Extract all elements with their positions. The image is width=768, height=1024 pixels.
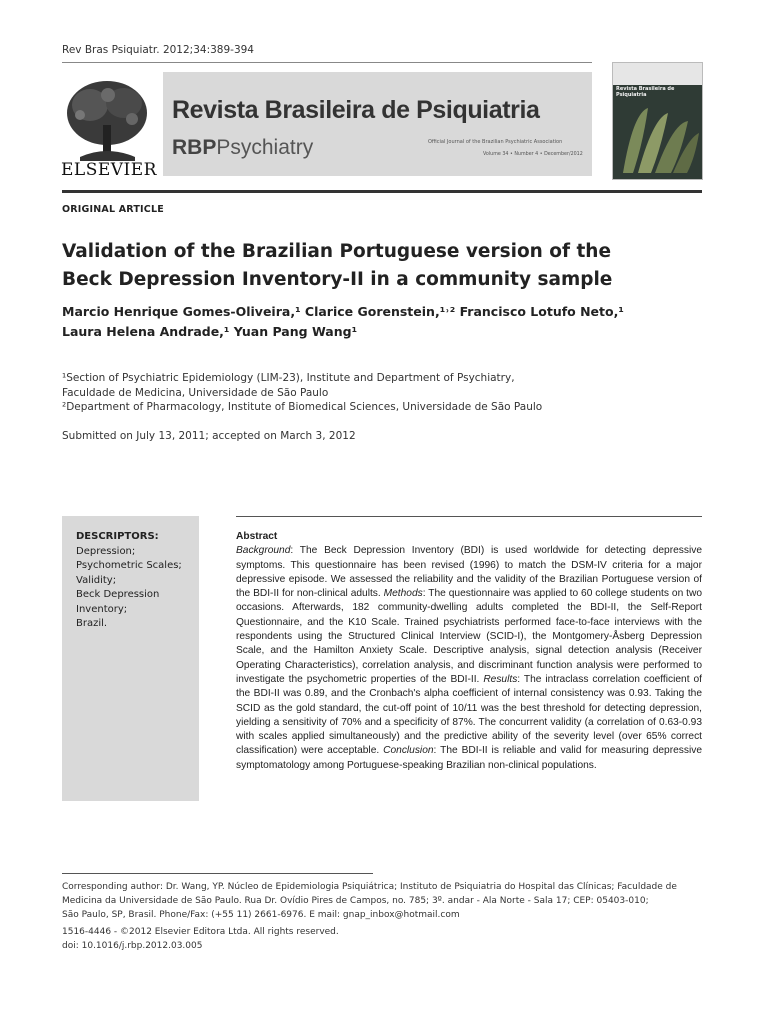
title-line-1: Validation of the Brazilian Portuguese version of the: [62, 241, 612, 262]
cover-title: Revista Brasileira de Psiquiatria: [616, 86, 675, 98]
abstract-heading: Abstract: [236, 531, 278, 542]
descriptor-item: Inventory;: [76, 603, 128, 615]
results-label: Results: [483, 673, 518, 685]
official-journal-note: Official Journal of the Brazilian Psychiatric Association: [428, 139, 563, 145]
citation: Rev Bras Psiquiatr. 2012;34:389-394: [62, 44, 254, 56]
rbp-bold: RBP: [172, 136, 217, 159]
authors-line-1: Marcio Henrique Gomes-Oliveira,¹ Clarice Gorenstein,¹˒² Francisco Lotufo Neto,¹: [62, 304, 624, 319]
copyright-line: 1516-4446 - ©2012 Elsevier Editora Ltda. All rights reserved.: [62, 927, 339, 937]
conclusion-text: : The BDI-II is reliable and valid for measuring depressive symptomatology among Portuguese-speaking Brazilian non-clinical populations.: [236, 745, 702, 771]
affiliation-line-2: Faculdade de Medicina, Universidade de São Paulo: [62, 386, 329, 399]
abstract: [236, 530, 702, 773]
corresponding-author: [62, 880, 702, 922]
article-title: [62, 238, 682, 294]
journal-short-name: [172, 136, 313, 160]
methods-label: Methods: [383, 588, 423, 600]
rbp-light: Psychiatry: [216, 136, 314, 159]
methods-text: : The questionnaire was applied to 60 college students on two occasions. Afterwards, 182 community-dwelling adults completed the BDI-II, the Self-Report Questionnaire, and the K10 Scale. Trained psychiatrists performed face-to-face interviews with the respondents using the Structured Clinical Interview (SCID-I), the Montgomery-Åsberg Depression Scale, and the Hamilton Anxiety Scale. Descriptive analysis, signal detection analysis (Receiver Operating Characteristics), correlation analysis, and discriminant function analysis were performed to investigate the psychometric properties of the BDI-II.: [236, 588, 702, 685]
corresponding-line-1: Corresponding author: Dr. Wang, YP. Núcleo de Epidemiologia Psiquiátrica; Instituto de Psiquiatria do Hospital das Clínicas; Faculdade de: [62, 882, 677, 892]
background-text: : The Beck Depression Inventory (BDI) is used worldwide for detecting depressive symptoms. This questionnaire has been revised (1996) to match the DSM-IV criteria for a major depressive episode. We assessed the reliability and the validity of the Brazilian Portuguese version of the BDI-II for non-clinical adults.: [236, 545, 702, 600]
corresponding-line-2: Medicina da Universidade de São Paulo. Rua Dr. Ovídio Pires de Campos, no. 785; 3º. andar - Ala Norte - Sala 17; CEP: 05403-010;: [62, 896, 649, 906]
abstract-body: [236, 544, 702, 773]
affiliations: [62, 371, 702, 415]
abstract-rule: [236, 516, 702, 517]
publisher-name: ELSEVIER: [61, 160, 157, 180]
journal-title: Revista Brasileira de Psiquiatria: [172, 96, 540, 124]
descriptor-item: Depression;: [76, 545, 136, 557]
top-rule: [62, 62, 592, 63]
header-rule: [62, 190, 702, 193]
descriptor-item: Brazil.: [76, 618, 108, 629]
descriptors-heading: DESCRIPTORS:: [76, 531, 159, 542]
journal-cover-thumbnail: [612, 62, 703, 180]
authors-line-2: Laura Helena Andrade,¹ Yuan Pang Wang¹: [62, 324, 358, 339]
affiliation-line-1: ¹Section of Psychiatric Epidemiology (LIM-23), Institute and Department of Psychiatry,: [62, 372, 515, 384]
footnote-rule: [62, 873, 373, 874]
volume-info: Volume 34 • Number 4 • December/2012: [483, 152, 583, 157]
cover-image: [613, 93, 702, 179]
results-text: : The intraclass correlation coefficient of the BDI-II was 0.89, and the Cronbach's alpha coefficient of internal consistency was 0.93. Taking the SCID as the gold standard, the cut-off point of 10/11 was the best threshold for detecting depression, yielding a sensitivity of 70% and a specificity of 87%. The concurrent validity (a correlation of 0.63-0.93 with scales applied simultaneously) and the predictive ability of the severity level (over 65% correct classification) were acceptable.: [236, 673, 702, 757]
cover-top-bar: [613, 63, 702, 85]
background-label: Background: [236, 545, 291, 557]
corresponding-line-3: São Paulo, SP, Brasil. Phone/Fax: (+55 11) 2661-6976. E mail: gnap_inbox@hotmail.com: [62, 910, 460, 920]
descriptor-item: Validity;: [76, 574, 117, 586]
conclusion-label: Conclusion: [383, 745, 434, 757]
descriptor-item: Beck Depression: [76, 589, 160, 600]
submission-dates: Submitted on July 13, 2011; accepted on March 3, 2012: [62, 430, 356, 442]
descriptor-item: Psychometric Scales;: [76, 560, 182, 571]
descriptors: [76, 530, 196, 632]
title-line-2: Beck Depression Inventory-II in a community sample: [62, 269, 613, 290]
doi-line: doi: 10.1016/j.rbp.2012.03.005: [62, 941, 203, 951]
affiliation-line-3: ²Department of Pharmacology, Institute of Biomedical Sciences, Universidade de São Paulo: [62, 401, 543, 413]
copyright: [62, 925, 339, 953]
authors: [62, 302, 702, 342]
article-type: ORIGINAL ARTICLE: [62, 204, 164, 215]
